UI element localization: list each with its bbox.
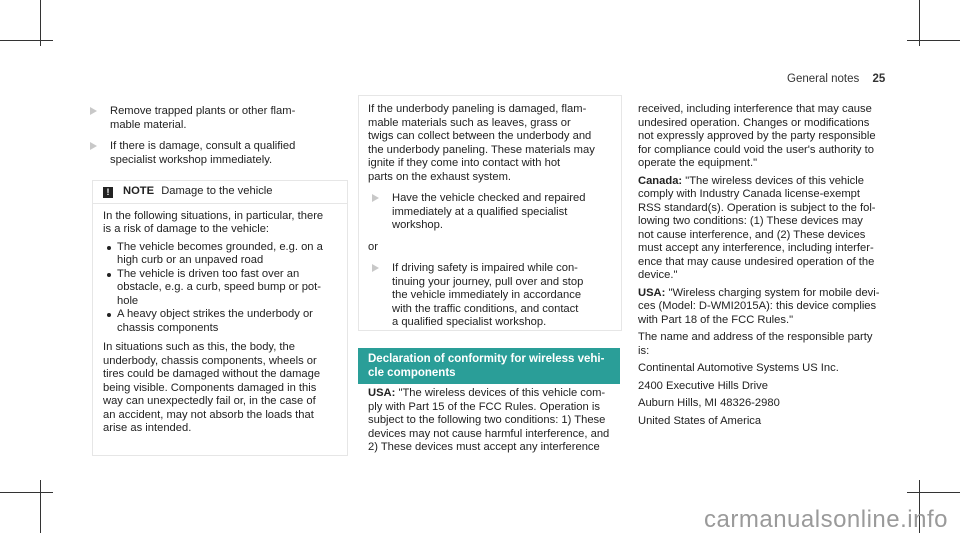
note-title: Damage to the vehicle xyxy=(161,185,273,197)
address-line: United States of America xyxy=(638,414,762,427)
address-line: Auburn Hills, MI 48326-2980 xyxy=(638,397,780,409)
page-number: 25 xyxy=(872,73,886,85)
note-header xyxy=(93,181,347,204)
note-list-item: A heavy object strikes the underbody or chassis components xyxy=(103,308,337,335)
or-text: or xyxy=(368,240,378,253)
triangle-bullet-icon xyxy=(90,142,97,150)
usa-declaration: USA: "The wireless devices of this vehicle com- ply with Part 15 of the FCC Rules. Operation is subject to the following two conditions: 1) These devices may not cause harmful interference, and 2) These devices must accept any interference xyxy=(368,387,610,453)
running-header xyxy=(787,73,885,85)
note-box xyxy=(92,180,348,456)
right-paragraph: The name and address of the responsible party is: xyxy=(638,331,873,357)
left-column xyxy=(86,105,326,175)
warning-icon: ! xyxy=(103,187,113,198)
instruction-item: If there is damage, consult a qualified specialist workshop immediately. xyxy=(86,140,326,167)
note-intro: In the following situations, in particular, there is a risk of damage to the vehicle: xyxy=(103,209,324,235)
note-list-item: The vehicle becomes grounded, e.g. on a high curb or an unpaved road xyxy=(103,241,337,268)
right-paragraph: received, including interference that may cause undesired operation. Changes or modifications not expressly approved by the party responsible for compliance could void the user's authority to operate the equipment." xyxy=(638,103,876,169)
crop-mark xyxy=(0,40,53,41)
section-title: General notes xyxy=(787,73,860,85)
crop-mark xyxy=(40,480,41,533)
instruction-item: Remove trapped plants or other flam- mable material. xyxy=(86,105,326,132)
crop-mark xyxy=(0,492,53,493)
address-line: 2400 Executive Hills Drive xyxy=(638,379,768,392)
note-label: NOTE xyxy=(123,185,155,197)
triangle-bullet-icon xyxy=(90,107,97,115)
watermark: carmanualsonline.info xyxy=(704,506,948,533)
canada-declaration: Canada: "The wireless devices of this vehicle comply with Industry Canada license-exempt RSS standard(s). Operation is subject to the fol- lowing two conditions: (1) These devices may not cause interference, and (2) These devices must accept any interference, including interfer- ence that may cause undesired operation of the device." xyxy=(638,174,876,281)
section-heading: Declaration of conformity for wireless vehi- cle components xyxy=(358,348,620,384)
triangle-bullet-icon xyxy=(372,194,379,202)
instruction-item: If driving safety is impaired while con- tinuing your journey, pull over and stop the vehicle immediately in accordance with the traffic conditions, and contact a qualified specialist workshop. xyxy=(368,262,618,330)
address-line: Continental Automotive Systems US Inc. xyxy=(638,362,839,374)
triangle-bullet-icon xyxy=(372,264,379,272)
instruction-item: Have the vehicle checked and repaired immediately at a qualified specialist workshop. xyxy=(368,192,618,233)
right-column xyxy=(638,103,908,432)
middle-usa-block xyxy=(368,387,626,459)
crop-mark xyxy=(907,40,960,41)
middle-intro: If the underbody paneling is damaged, flam- mable materials such as leaves, grass or twigs can collect between the underbody and the underbody paneling. These materials may ignite if they come into contact with hot parts on the exhaust system. xyxy=(368,103,595,183)
note-body: In situations such as this, the body, the underbody, chassis components, wheels or tires could be damaged without the damage being visible. Components damaged in this way can unexpectedly fail or, in the case of an accident, may not absorb the loads that arise as intended. xyxy=(103,341,321,434)
middle-column xyxy=(368,103,618,338)
crop-mark xyxy=(907,492,960,493)
usa-charging-declaration: USA: "Wireless charging system for mobile devi- ces (Model: D-WMI2015A): this device complies with Part 18 of the FCC Rules." xyxy=(638,286,880,326)
note-list-item: The vehicle is driven too fast over an obstacle, e.g. a curb, speed bump or pot- hole xyxy=(103,268,337,309)
